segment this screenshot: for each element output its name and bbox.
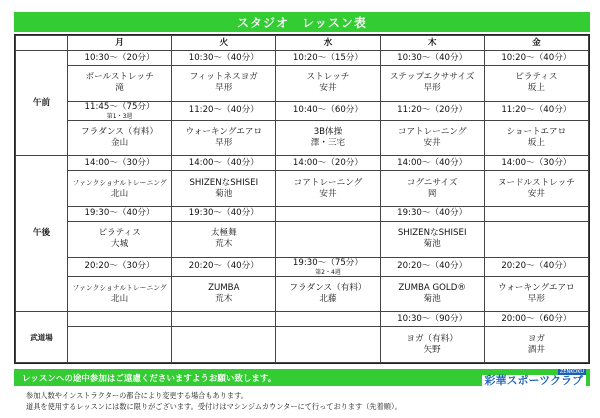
lesson-time: 20:20～（40分）	[380, 257, 484, 276]
lesson-time: 20:20～（40分）	[172, 257, 276, 276]
lesson-time	[276, 312, 380, 327]
lesson-time	[172, 312, 276, 327]
lesson-time: 10:20～（40分）	[484, 51, 588, 66]
lesson-cell	[68, 327, 172, 363]
lesson-cell: ヨガ（有料） 矢野	[380, 327, 484, 363]
lesson-cell	[276, 221, 380, 257]
lesson-time: 10:30～（40分）	[380, 51, 484, 66]
lesson-cell: ヨガ 酒井	[484, 327, 588, 363]
logo-main-text: 彩華スポーツクラブ	[482, 375, 586, 387]
footnote: 参加人数やインストラクターの都合により変更する場合もあります。	[26, 391, 248, 400]
lesson-cell: ファンクショナルトレーニング 北山	[68, 276, 172, 312]
schedule-table	[14, 34, 590, 364]
lesson-cell: ファンクショナルトレーニング 北山	[68, 171, 172, 207]
lesson-time	[276, 206, 380, 221]
lesson-cell: ZUMBA 荒木	[172, 276, 276, 312]
day-header-mon: 月	[68, 36, 172, 51]
day-header-wed: 水	[276, 36, 380, 51]
lesson-time: 10:30～（20分）	[68, 51, 172, 66]
lesson-cell: コアトレーニング 安井	[276, 171, 380, 207]
day-header-thu: 木	[380, 36, 484, 51]
lesson-cell: ピラティス 大城	[68, 221, 172, 257]
lesson-time: 10:30～（90分）	[380, 312, 484, 327]
lesson-time: 10:40～（60分）	[276, 101, 380, 120]
lesson-cell: SHIZENなSHISEI 菊池	[380, 221, 484, 257]
lesson-time: 10:20～（15分）	[276, 51, 380, 66]
corner-cell	[16, 36, 68, 51]
period-afternoon: 午後	[16, 156, 68, 312]
lesson-time: 14:00～（30分）	[484, 156, 588, 171]
footnote: 道具を使用するレッスンには数に限りがございます。受付けはマシンジムカウンターにて行っております（先着順）。	[26, 402, 402, 411]
lesson-cell	[484, 221, 588, 257]
lesson-cell: ヌードルストレッチ 安井	[484, 171, 588, 207]
lesson-cell: フラダンス（有料） 北藤	[276, 276, 380, 312]
lesson-time: 11:20～（40分）	[484, 101, 588, 120]
lesson-time: 14:00～（20分）	[276, 156, 380, 171]
schedule-title: スタジオ レッスン表	[14, 12, 590, 32]
club-logo	[481, 368, 586, 387]
lesson-cell: ZUMBA GOLD® 菊池	[380, 276, 484, 312]
lesson-time: 14:00～（40分）	[380, 156, 484, 171]
lesson-cell	[172, 327, 276, 363]
lesson-cell: コアトレーニング 安井	[380, 120, 484, 156]
lesson-cell: ストレッチ 安井	[276, 66, 380, 102]
lesson-cell: ステップエクササイズ 早形	[380, 66, 484, 102]
lesson-time: 20:00～（60分）	[484, 312, 588, 327]
lesson-cell: SHIZENなSHISEI 菊池	[172, 171, 276, 207]
lesson-time: 19:30～（40分）	[380, 206, 484, 221]
lesson-cell: フラダンス（有料） 金山	[68, 120, 172, 156]
lesson-cell: 3B体操 澤・三宅	[276, 120, 380, 156]
lesson-time: 20:20～（30分）	[68, 257, 172, 276]
lesson-time: 10:30～（40分）	[172, 51, 276, 66]
period-morning: 午前	[16, 51, 68, 156]
lesson-cell: コグニサイズ 岡	[380, 171, 484, 207]
lesson-cell: 太極舞 荒木	[172, 221, 276, 257]
week-note: 第1・3週	[106, 112, 133, 120]
lesson-cell	[276, 327, 380, 363]
lesson-cell: ウォーキングエアロ 早形	[484, 276, 588, 312]
day-header-fri: 金	[484, 36, 588, 51]
notice-bar: レッスンへの途中参加はご遠慮くださいますようお願い致します。	[14, 369, 590, 386]
logo-top-text: ZENKOKU	[559, 368, 584, 375]
lesson-time	[484, 206, 588, 221]
lesson-time	[68, 312, 172, 327]
lesson-cell: ピラティス 坂上	[484, 66, 588, 102]
lesson-time: 20:20～（40分）	[484, 257, 588, 276]
lesson-time: 14:00～（40分）	[172, 156, 276, 171]
lesson-time: 14:00～（30分）	[68, 156, 172, 171]
lesson-time: 19:30～（40分）	[172, 206, 276, 221]
lesson-time: 19:30～（75分） 第2・4週	[276, 257, 380, 276]
lesson-cell: ボールストレッチ 滝	[68, 66, 172, 102]
lesson-time: 19:30～（40分）	[68, 206, 172, 221]
week-note: 第2・4週	[315, 268, 341, 276]
lesson-cell: ウォーキングエアロ 早形	[172, 120, 276, 156]
lesson-time: 11:20～（20分）	[380, 101, 484, 120]
period-budojo: 武道場	[16, 312, 68, 363]
lesson-cell: フィットネスヨガ 早形	[172, 66, 276, 102]
lesson-cell: ショートエアロ 坂上	[484, 120, 588, 156]
day-header-tue: 火	[172, 36, 276, 51]
lesson-time: 11:20～（40分）	[172, 101, 276, 120]
lesson-time: 11:45～（75分） 第1・3週	[68, 101, 172, 120]
